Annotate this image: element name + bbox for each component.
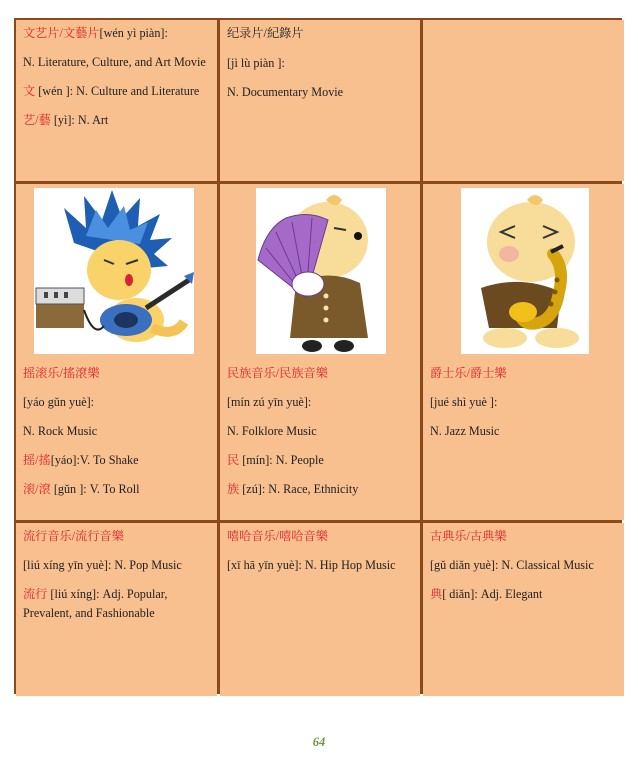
cell-documentary: [220, 20, 420, 181]
vocabulary-table: [14, 18, 622, 694]
cell-rock-music: [16, 184, 217, 520]
term-pinyin: [mín zú yīn yuè]:: [227, 395, 312, 409]
term-title: 古典乐/古典樂: [430, 529, 507, 543]
term-title: 文艺片/文藝片: [23, 26, 100, 40]
term-definition: [xī hā yīn yuè]: N. Hip Hop Music: [227, 558, 396, 572]
word-definition: [gǔn ]: V. To Roll: [50, 482, 140, 496]
word-definition: [liú xíng]: Adj. Popular, Prevalent, and Fashionable: [23, 587, 168, 620]
word-definition: [ diǎn]: Adj. Elegant: [442, 587, 543, 601]
term-title: 嘻哈音乐/嘻哈音樂: [227, 529, 328, 543]
saxophone-player-icon: [461, 188, 589, 354]
term-pinyin: [jué shì yuè ]:: [430, 395, 498, 409]
word-char: 典: [430, 587, 443, 601]
term-title: 纪录片/紀錄片: [227, 26, 304, 40]
word-char: 民: [227, 453, 240, 467]
term-title: 流行音乐/流行音樂: [23, 529, 124, 543]
word-definition: [yáo]:V. To Shake: [50, 453, 139, 467]
cell-pop-music: [16, 523, 217, 696]
cell-empty: [423, 20, 624, 181]
term-definition: N. Rock Music: [23, 424, 98, 438]
word-definition: [mín]: N. People: [239, 453, 324, 467]
word-char: 摇/搖: [23, 453, 51, 467]
cell-classical-music: [423, 523, 624, 696]
term-title: 摇滚乐/搖滾樂: [23, 366, 100, 380]
term-pinyin: [yáo gǔn yuè]:: [23, 395, 95, 409]
word-definition: [zú]: N. Race, Ethnicity: [239, 482, 359, 496]
term-definition: [liú xíng yīn yuè]: N. Pop Music: [23, 558, 182, 572]
term-definition: N. Folklore Music: [227, 424, 317, 438]
term-definition: N. Jazz Music: [430, 424, 500, 438]
word-char: 艺/藝: [23, 113, 51, 127]
word-char: 族: [227, 482, 240, 496]
term-pinyin: [wén yì piàn]:: [99, 26, 168, 40]
term-title: 民族音乐/民族音樂: [227, 366, 328, 380]
cell-hip-hop-music: [220, 523, 420, 696]
word-definition: [yì]: N. Art: [50, 113, 109, 127]
rock-guitarist-illustration: [34, 188, 194, 354]
cell-folk-music: [220, 184, 420, 520]
saxophone-player-illustration: [461, 188, 589, 354]
fan-dancer-icon: [256, 188, 386, 354]
rock-guitarist-icon: [34, 188, 194, 354]
term-pinyin: [jì lù piàn ]:: [227, 56, 285, 70]
term-definition: N. Literature, Culture, and Art Movie: [23, 55, 206, 69]
term-definition: N. Documentary Movie: [227, 85, 344, 99]
word-definition: [wén ]: N. Culture and Literature: [35, 84, 200, 98]
page-number: 64: [312, 735, 326, 749]
word-char: 文: [23, 84, 36, 98]
word-char: 流行: [23, 587, 48, 601]
cell-jazz-music: [423, 184, 624, 520]
fan-dancer-illustration: [256, 188, 386, 354]
term-title: 爵士乐/爵士樂: [430, 366, 507, 380]
cell-literature-movie: [16, 20, 217, 181]
term-definition: [gǔ diǎn yuè]: N. Classical Music: [430, 558, 594, 572]
word-char: 滚/滾: [23, 482, 51, 496]
